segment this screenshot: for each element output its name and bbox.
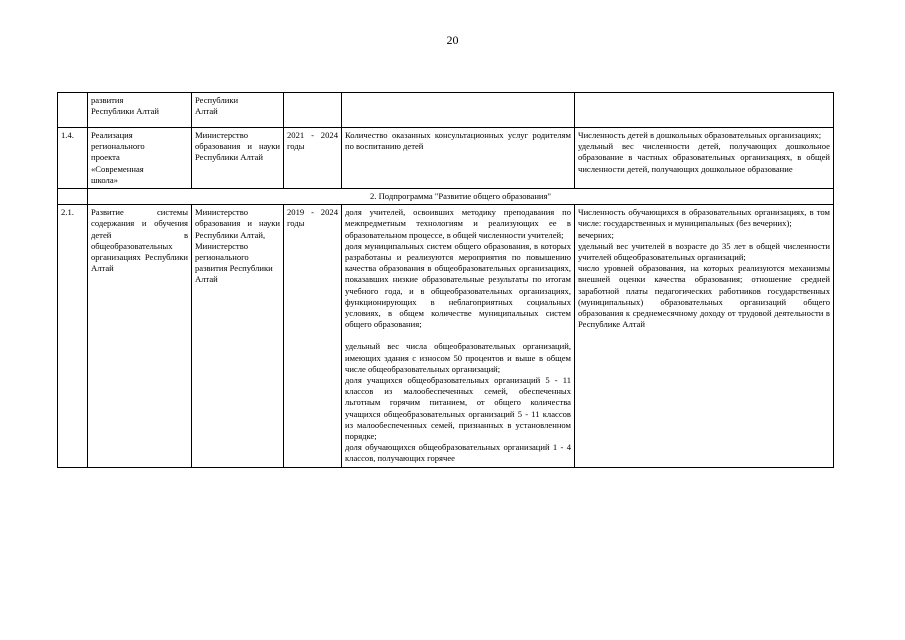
text-paragraph: доля учителей, освоивших методику преподавания по межпредметным технологиям и реализующих ее в образовательном процессе, в общей численности учителей; — [345, 207, 571, 240]
cell-results — [575, 128, 834, 189]
cell-number: 1.4. — [58, 128, 88, 189]
text-paragraph: Численность обучающихся в образовательных организациях, в том числе: государственных и муниципальных (без вечерних); — [578, 207, 830, 229]
cell-indicators — [342, 205, 575, 467]
text-paragraph: доля учащихся общеобразовательных организаций 5 - 11 классов из малообеспеченных семей, обеспеченных льготным горячим питанием, от общего количества учащихся общеобразовательных организаций 5 - 11 классов из малообеспеченных семей, признанных в установленном порядке; — [345, 375, 571, 442]
text-line: школа» — [91, 174, 118, 185]
text-line: регионального — [91, 141, 145, 152]
text-paragraph: удельный вес числа общеобразовательных организаций, имеющих здания с износом 50 процентов и выше в общем числе общеобразовательных организаций; — [345, 341, 571, 374]
cell-number — [58, 93, 88, 128]
text-paragraph: доля муниципальных систем общего образования, в которых разработаны и реализуются мероприятия по повышению качества образования в общеобразовательных организациях, показавших низкие образовательные результаты по итогам учебного года, и в общеобразовательных организациях, функционирующих в неблагоприятных социальных условиях, в общем количестве муниципальных систем общего образования; — [345, 240, 571, 330]
cell-indicators: Количество оказанных консультационных услуг родителям по воспитанию детей — [342, 128, 575, 189]
text-paragraph: вечерних; — [578, 229, 614, 240]
table-row — [58, 205, 834, 467]
subprogram-heading: 2. Подпрограмма "Развитие общего образования" — [88, 189, 834, 205]
text-line: Алтай — [195, 106, 218, 117]
cell-results — [575, 205, 834, 467]
text-line: Республики Алтай — [91, 106, 160, 117]
text-paragraph: Министерство образования и науки Республики Алтай, — [195, 207, 280, 240]
text-line: Республики — [195, 95, 239, 105]
table-row — [58, 93, 834, 128]
text-line: Реализация — [91, 130, 133, 140]
cell-period: 2019 - 2024 годы — [284, 205, 342, 467]
text-paragraph: удельный вес учителей в возрасте до 35 лет в общей численности учителей общеобразовательных организаций; — [578, 240, 830, 263]
cell-name: Развитие системы содержания и обучения детей в общеобразовательных организациях Республики Алтай — [88, 205, 192, 467]
text-paragraph: Министерство регионального развития Республики Алтай — [195, 240, 273, 285]
text-line: проекта — [91, 152, 120, 163]
text-line: развития — [91, 95, 124, 105]
text-paragraph: число уровней образования, на которых реализуются механизмы внешней оценки качества образования; отношение средней заработной платы педагогических работников государственных (муниципальных) образовательных организаций общего образования к среднемесячному доходу от трудовой деятельности в Республике Алтай — [578, 263, 830, 330]
cell-number — [58, 189, 88, 205]
table-row — [58, 189, 834, 205]
text-line: «Современная — [91, 163, 144, 174]
text-paragraph: удельный вес численности детей, получающих дошкольное образование в частных образовательных организациях, в общей численности детей, получающих дошкольное образование — [578, 141, 830, 174]
cell-period: 2021 - 2024 годы — [284, 128, 342, 189]
cell-executor: Министерство образования и науки Республики Алтай — [192, 128, 284, 189]
program-table — [57, 92, 834, 468]
cell-results — [575, 93, 834, 128]
cell-name — [88, 93, 192, 128]
cell-indicators — [342, 93, 575, 128]
cell-executor — [192, 205, 284, 467]
cell-name — [88, 128, 192, 189]
table-row — [58, 128, 834, 189]
cell-executor — [192, 93, 284, 128]
text-paragraph: доля обучающихся общеобразовательных организаций 1 - 4 классов, получающих горячее — [345, 442, 571, 464]
cell-period — [284, 93, 342, 128]
page-number: 20 — [446, 33, 459, 47]
text-paragraph: Численность детей в дошкольных образовательных организациях; — [578, 130, 822, 140]
cell-number: 2.1. — [58, 205, 88, 467]
